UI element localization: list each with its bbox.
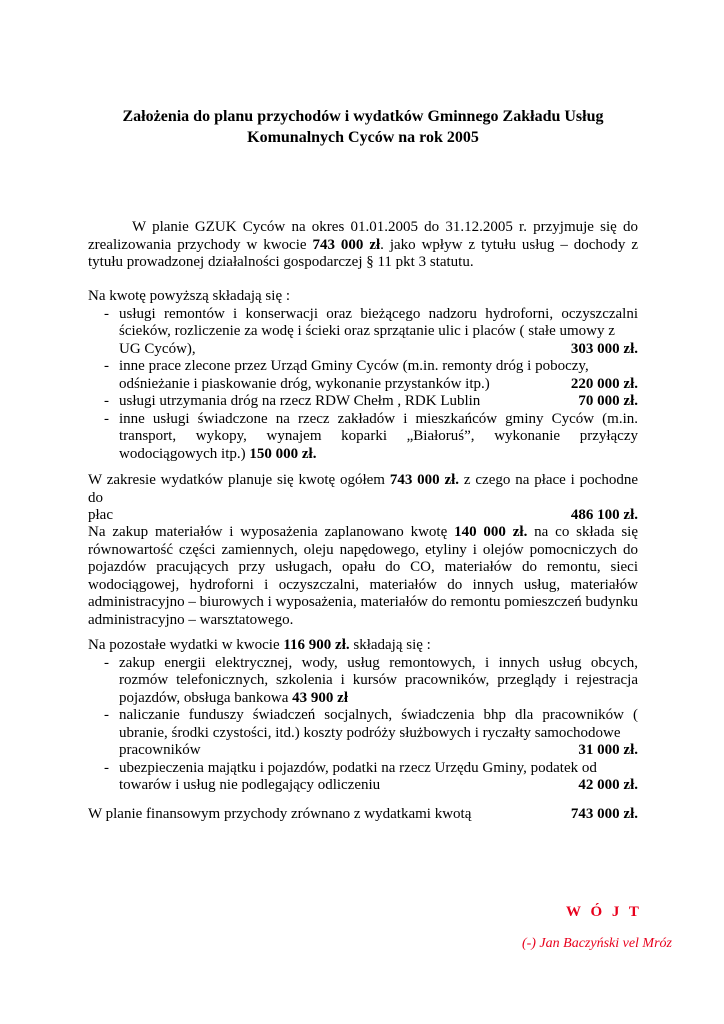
item-amount: 43 900 zł (292, 689, 348, 706)
signature-name: (-) Jan Baczyński vel Mróz (521, 936, 672, 951)
list-item (88, 411, 638, 464)
item-text: ubezpieczenia majątku i pojazdów, podatki na rzecz Urzędu Gminy, podatek od (119, 759, 597, 776)
item-amount: 70 000 zł. (578, 393, 638, 409)
intro-text-before: W planie GZUK Cyców na okres 01.01.2005 do 31.12.2005 r. przyjmuje się do zrealizowania przychody w kwocie (88, 219, 638, 253)
summary-text: W planie finansowym przychody zrównano z wydatkami kwotą (88, 806, 472, 822)
other-lead-before: Na pozostałe wydatki w kwocie (88, 637, 284, 653)
intro-amount: 743 000 zł (312, 236, 381, 253)
title-line-2: Komunalnych Cyców na rok 2005 (247, 129, 479, 146)
materials-amount: 140 000 zł. (454, 524, 528, 540)
item-amount: 303 000 zł. (570, 340, 638, 357)
revenue-section (88, 288, 638, 463)
list-item (88, 393, 638, 411)
other-lead-amount: 116 900 zł. (283, 637, 350, 653)
expense-text-before: W zakresie wydatków planuje się kwotę ogółem (88, 472, 390, 488)
expense-paragraph (88, 472, 638, 525)
item-amount: 42 000 zł. (578, 777, 638, 793)
item-text-end: odśnieżanie i piaskowanie dróg, wykonanie przystanków itp.) (119, 375, 490, 392)
other-lead-after: składają się : (349, 637, 431, 653)
list-item (88, 760, 638, 795)
list-item (88, 306, 638, 359)
revenue-list (88, 306, 638, 464)
revenue-lead: Na kwotę powyższą składają się : (88, 288, 291, 304)
item-text-end: pracowników (119, 742, 201, 758)
list-item (88, 655, 638, 708)
summary-line (88, 806, 638, 824)
item-text: zakup energii elektrycznej, wody, usług remontowych, i innych usług obcych, rozmów telefonicznych, szkolenia i kursów pracowników, przeglądy i rejestracja pojazdów, obsługa bankowa (119, 654, 638, 706)
expense-total: 743 000 zł. (389, 472, 460, 488)
item-text: inne prace zlecone przez Urząd Gminy Cyców (m.in. remonty dróg i poboczy, (119, 358, 589, 374)
materials-text-before: Na zakup materiałów i wyposażenia zaplanowano kwotę (88, 524, 455, 540)
item-amount: 31 000 zł. (578, 742, 638, 758)
intro-text-after: . jako wpływ z tytułu usług – dochody z tytułu prowadzonej działalności gospodarczej § 11 pkt 3 statutu. (88, 236, 638, 270)
item-text-end: - usługi utrzymania dróg na rzecz RDW Chełm , RDK Lublin (119, 393, 481, 409)
materials-text-after: na co składa się równowartość części zamiennych, oleju napędowego, etyliny i olejów pomocniczych do pojazdów pracujących przy usługach, opału do CO, materiałów do remontu, sieci wodociągowej, hydroforni i oczyszczalni, materiałów do innych usług, materiałów administracyjno – biurowych i wyposażenia, materiałów do remontu pomieszczeń budynku administracyjno – warsztatowego. (88, 524, 638, 628)
item-text: usługi remontów i konserwacji oraz bieżącego nadzoru hydroforni, oczyszczalni ścieków, rozliczenie za wodę i ścieki oraz sprzątanie ulic i placów ( stałe umowy z (119, 305, 638, 339)
other-lead (88, 637, 638, 655)
intro-paragraph (88, 219, 638, 272)
expense-text-line2: płac (88, 507, 113, 523)
summary-amount: 743 000 zł. (570, 806, 638, 822)
other-expenses-section (88, 637, 638, 795)
signature-role: W Ó J T (566, 904, 642, 920)
materials-paragraph (88, 524, 638, 629)
item-amount: 150 000 zł. (249, 445, 317, 462)
item-text: naliczanie funduszy świadczeń socjalnych, świadczenia bhp dla pracowników ( ubranie, środki czystości, itd.) koszty podróży służbowych i ryczałty samochodowe (119, 707, 638, 741)
document-title (88, 106, 638, 148)
item-text-end: UG Cyców), (119, 340, 196, 357)
list-item (88, 707, 638, 760)
expense-wages-amount: 486 100 zł. (570, 507, 638, 523)
list-item (88, 358, 638, 393)
item-text: inne usługi świadczone na rzecz zakładów i mieszkańców gminy Cyców (m.in. transport, wykopy, wynajem koparki „Białoruś”, wykonanie przyłączy wodociągowych itp.) (119, 410, 638, 462)
other-list (88, 655, 638, 795)
item-text-end: towarów i usług nie podlegający odliczeniu (119, 777, 381, 793)
title-line-1: Założenia do planu przychodów i wydatków Gminnego Zakładu Usług (122, 108, 604, 125)
item-amount: 220 000 zł. (570, 375, 638, 392)
expense-text-after: z czego na płace i pochodne do (88, 472, 638, 506)
